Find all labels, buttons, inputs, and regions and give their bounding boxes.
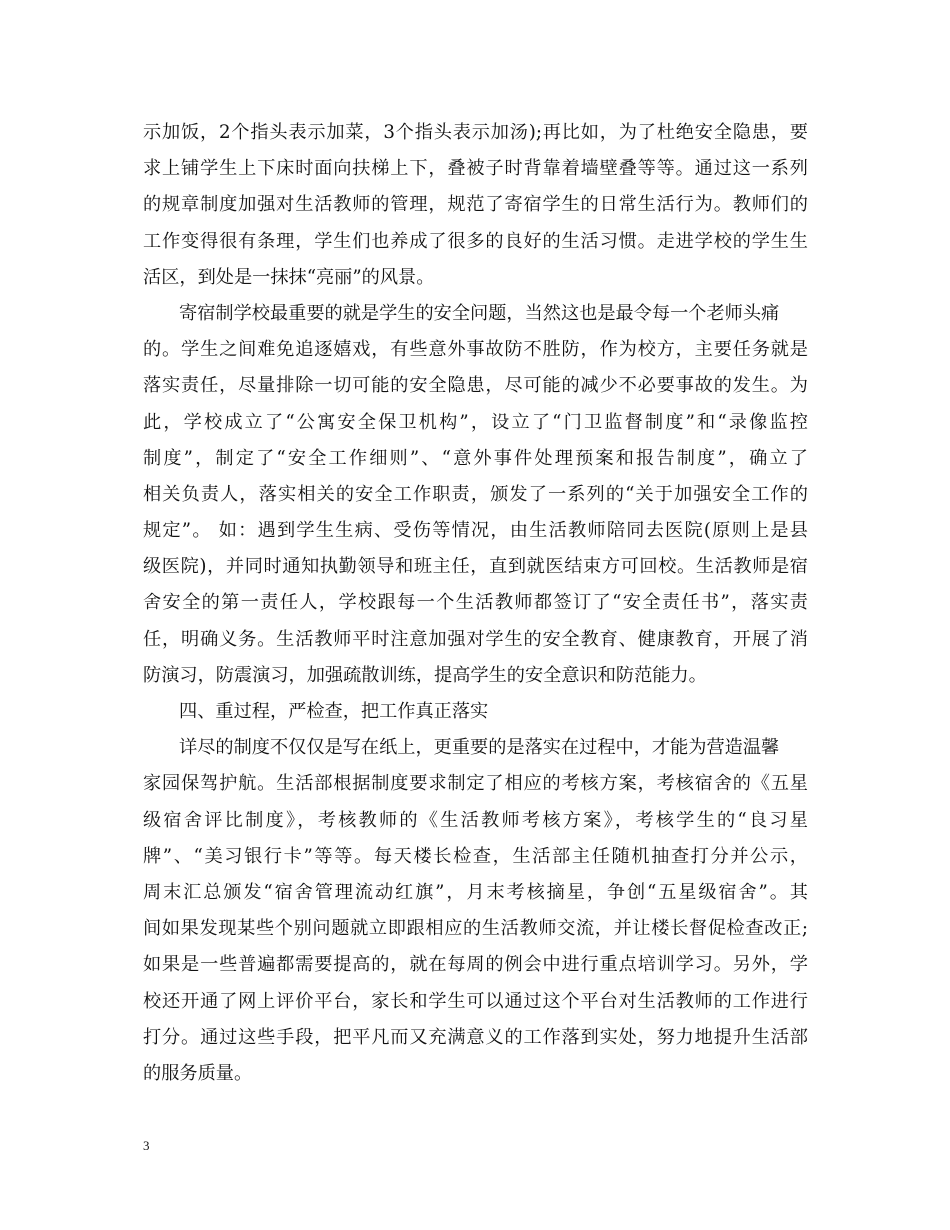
text-line: 活区，到处是一抹抹“亮丽”的风景。 — [143, 266, 435, 288]
text-line: 周末汇总颁发“宿舍管理流动红旗”，月末考核摘星，争创“五星级宿舍”。其 — [143, 881, 808, 903]
text-line: 寄宿制学校最重要的就是学生的安全问题，当然这也是最令每一个老师头痛 — [179, 302, 780, 324]
text-line: 落实责任，尽量排除一切可能的安全隐患，尽可能的减少不必要事故的发生。为 — [143, 375, 808, 397]
text-line: 详尽的制度不仅仅是写在纸上，更重要的是落实在过程中，才能为营造温馨 — [179, 737, 780, 759]
text-line: 的。学生之间难免追逐嬉戏，有些意外事故防不胜防，作为校方，主要任务就是 — [143, 339, 808, 361]
body-text — [143, 115, 808, 1092]
text-line: 如果是一些普遍都需要提高的，就在每周的例会中进行重点培训学习。另外，学 — [143, 954, 808, 976]
text-line: 校还开通了网上评价平台，家长和学生可以通过这个平台对生活教师的工作进行 — [143, 990, 808, 1012]
text-line: 的服务质量。 — [143, 1062, 253, 1084]
text-line: 此，学校成立了“公寓安全保卫机构”，设立了“门卫监督制度”和“录像监控 — [143, 411, 808, 433]
text-line: 家园保驾护航。生活部根据制度要求制定了相应的考核方案，考核宿舍的《五星 — [143, 773, 808, 795]
page-number: 3 — [143, 1138, 150, 1153]
text-line: 工作变得很有条理，学生们也养成了很多的良好的生活习惯。走进学校的学生生 — [143, 230, 808, 252]
text-line: 相关负责人，落实相关的安全工作职责，颁发了一系列的“关于加强安全工作的 — [143, 483, 808, 505]
text-line: 求上铺学生上下床时面向扶梯上下，叠被子时背靠着墙壁叠等等。通过这一系列 — [143, 158, 808, 180]
text-line: 规定”。 如：遇到学生生病、受伤等情况，由生活教师陪同去医院(原则上是县 — [143, 520, 808, 542]
text-line: 级宿舍评比制度》，考核教师的《生活教师考核方案》，考核学生的“良习星 — [143, 809, 808, 831]
text-line: 制度”，制定了“安全工作细则”、“意外事件处理预案和报告制度”，确立了 — [143, 447, 808, 469]
text-line: 级医院)，并同时通知执勤领导和班主任，直到就医结束方可回校。生活教师是宿 — [143, 556, 808, 578]
text-line: 牌”、“美习银行卡”等等。每天楼长检查，生活部主任随机抽查打分并公示， — [143, 845, 808, 867]
text-line: 打分。通过这些手段，把平凡而又充满意义的工作落到实处，努力地提升生活部 — [143, 1026, 808, 1048]
text-line: 防演习，防震演习，加强疏散训练，提高学生的安全意识和防范能力。 — [143, 664, 707, 686]
text-line: 四、重过程，严检查，把工作真正落实 — [179, 701, 489, 722]
text-line: 任，明确义务。生活教师平时注意加强对学生的安全教育、健康教育，开展了消 — [143, 628, 808, 650]
text-line: 间如果发现某些个别问题就立即跟相应的生活教师交流，并让楼长督促检查改正; — [143, 918, 808, 940]
text-line: 的规章制度加强对生活教师的管理，规范了寄宿学生的日常生活行为。教师们的 — [143, 194, 808, 216]
text-line: 舍安全的第一责任人，学校跟每一个生活教师都签订了“安全责任书”，落实责 — [143, 592, 808, 614]
text-line: 示加饭，2个指头表示加菜，3个指头表示加汤);再比如，为了杜绝安全隐患，要 — [143, 122, 808, 143]
